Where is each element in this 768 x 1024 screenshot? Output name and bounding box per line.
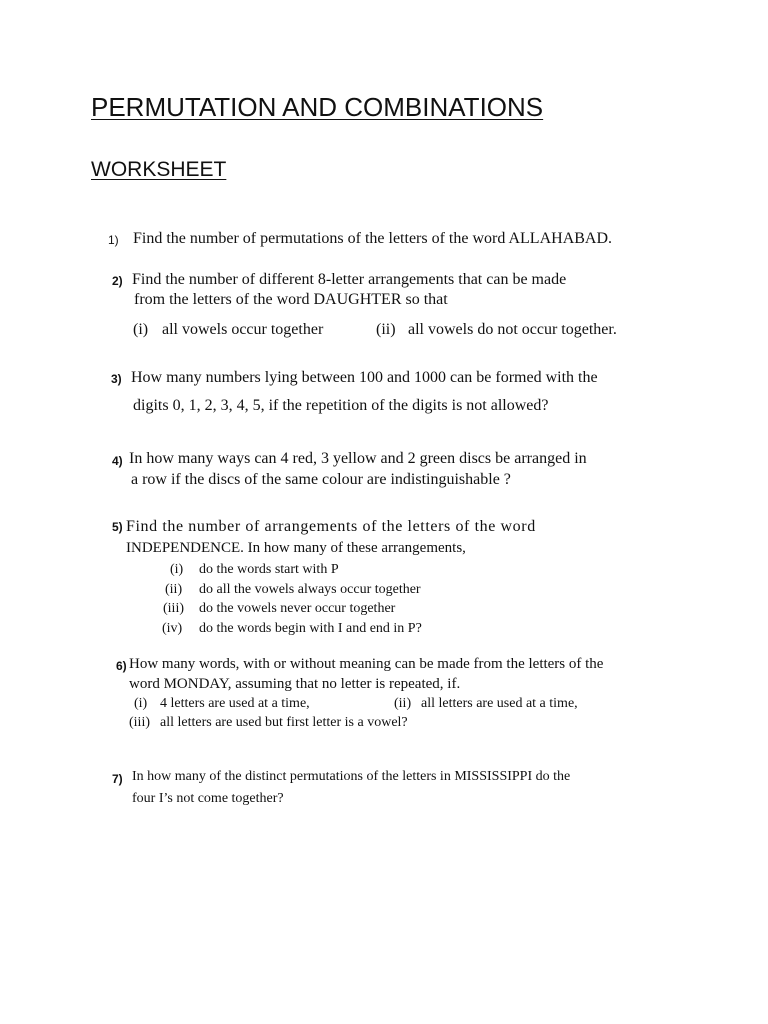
part-text: all letters are used but first letter is a vowel? [160, 715, 408, 730]
part-text: do all the vowels always occur together [199, 582, 421, 597]
part-label: (ii) [394, 696, 412, 711]
question-text: INDEPENDENCE. In how many of these arrangements, [126, 540, 466, 556]
question-number: 2) [112, 274, 123, 288]
question-text: Find the number of arrangements of the letters of the word [126, 518, 536, 535]
part-label: (ii) [165, 582, 183, 597]
part-text: all vowels do not occur together. [408, 321, 617, 338]
part-label: (iv) [162, 621, 183, 636]
part-text: do the vowels never occur together [199, 601, 396, 616]
part-label: (iii) [129, 715, 150, 730]
question-text: four I’s not come together? [132, 791, 284, 806]
page-title: PERMUTATION AND COMBINATIONS [91, 92, 544, 122]
question-number: 5) [112, 520, 123, 534]
question-text: In how many ways can 4 red, 3 yellow and 2 green discs be arranged in [129, 450, 587, 467]
question-text: from the letters of the word DAUGHTER so that [134, 291, 448, 308]
question-number: 6) [116, 659, 127, 673]
question-number: 4) [112, 454, 123, 468]
part-label: (i) [170, 562, 184, 577]
question-text: Find the number of different 8-letter arrangements that can be made [132, 271, 567, 288]
part-text: do the words begin with I and end in P? [199, 621, 422, 636]
question-text: word MONDAY, assuming that no letter is repeated, if. [129, 676, 461, 692]
question-number: 1) [108, 233, 119, 247]
part-label: (ii) [376, 321, 396, 338]
worksheet-heading: WORKSHEET [91, 158, 227, 181]
question-text: How many numbers lying between 100 and 1000 can be formed with the [131, 369, 598, 386]
question-text: How many words, with or without meaning can be made from the letters of the [129, 656, 604, 672]
part-label: (i) [134, 696, 148, 711]
question-number: 3) [111, 372, 122, 386]
part-text: all vowels occur together [162, 321, 324, 338]
question-text: Find the number of permutations of the letters of the word ALLAHABAD. [133, 230, 613, 247]
question-text: digits 0, 1, 2, 3, 4, 5, if the repetition of the digits is not allowed? [133, 397, 549, 414]
part-text: do the words start with P [199, 562, 339, 577]
question-text: In how many of the distinct permutations of the letters in MISSISSIPPI do the [132, 769, 571, 784]
part-label: (i) [133, 321, 149, 338]
part-label: (iii) [163, 601, 184, 616]
part-text: all letters are used at a time, [421, 696, 578, 711]
part-text: 4 letters are used at a time, [160, 696, 310, 711]
question-text: a row if the discs of the same colour are indistinguishable ? [131, 471, 511, 488]
question-number: 7) [112, 772, 123, 786]
